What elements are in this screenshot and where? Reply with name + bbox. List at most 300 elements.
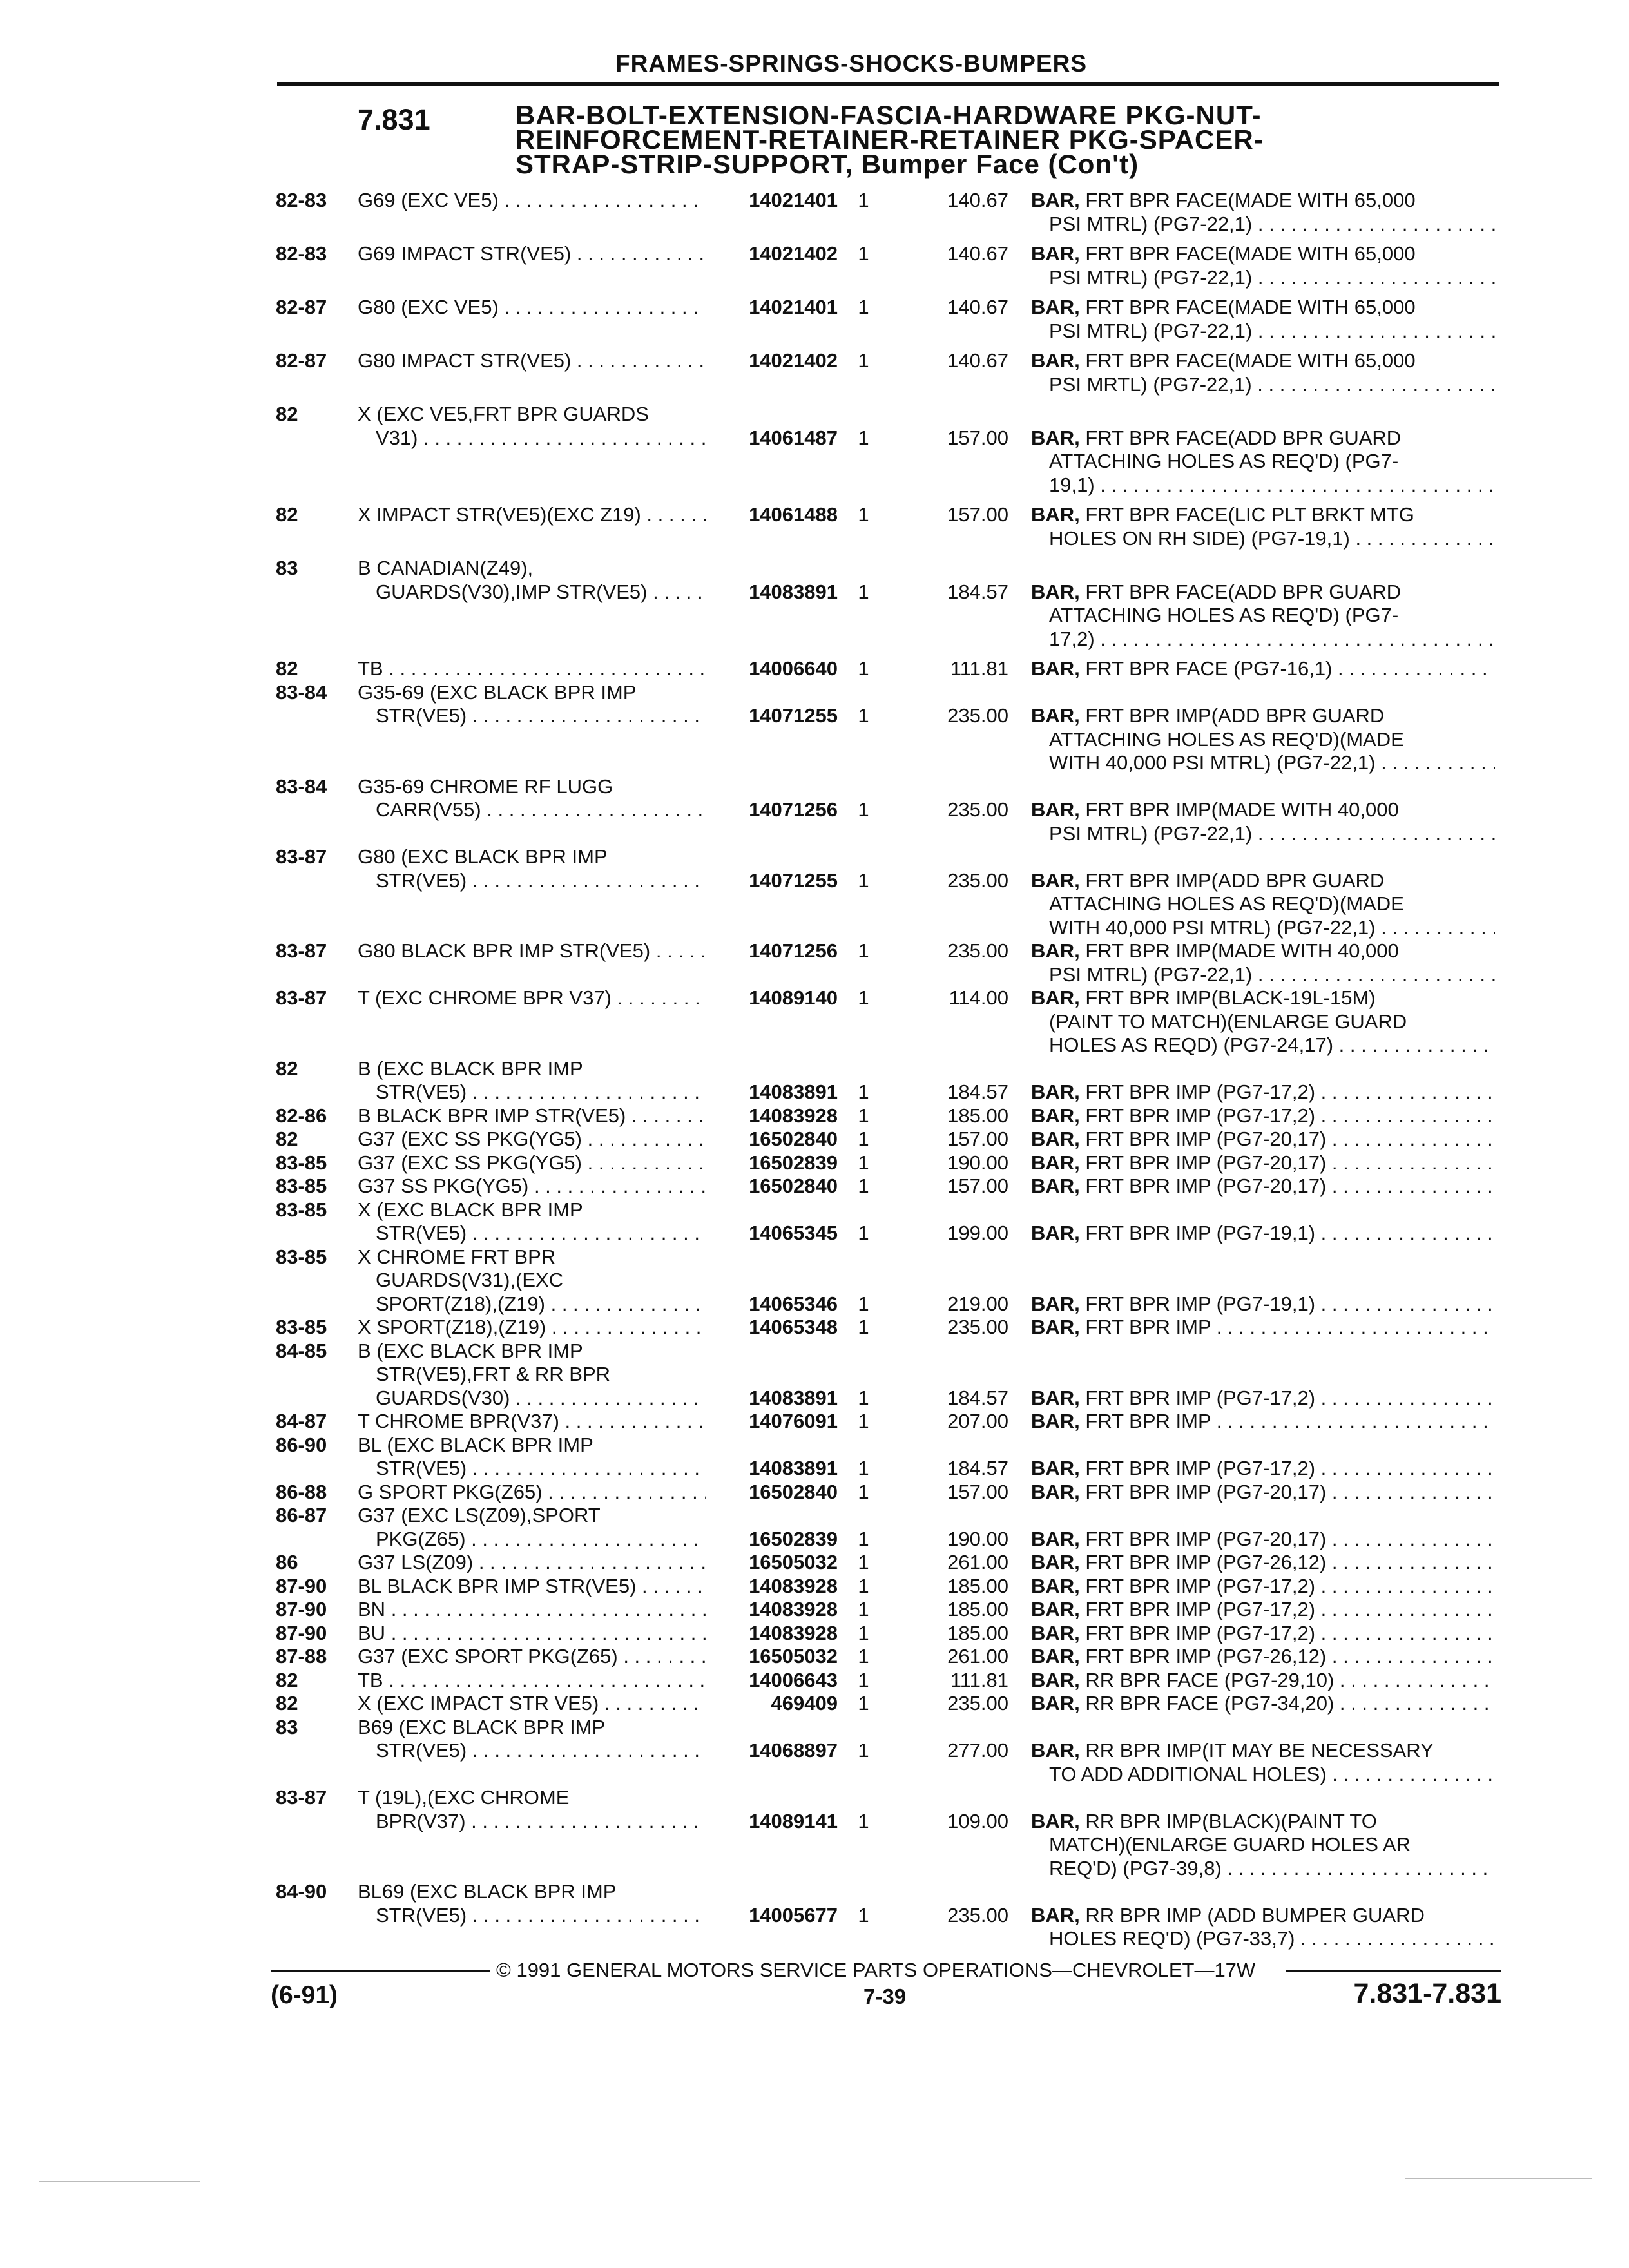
row-description-line: [1031, 1645, 1495, 1669]
row-part-number: 14071256: [749, 798, 838, 821]
row-description-line: [1031, 798, 1495, 822]
row-description-noun: BAR,: [1031, 349, 1080, 372]
row-description-text: FRT BPR IMP(ADD BPR GUARD: [1085, 869, 1385, 892]
row-model-line: [358, 1504, 706, 1528]
row-model-text: G37 (EXC SS PKG(YG5): [358, 1128, 582, 1150]
row-description-line: [1031, 1104, 1495, 1128]
row-quantity: 1: [858, 580, 869, 603]
row-year: 83: [276, 1715, 298, 1738]
row-description-line: [1031, 427, 1495, 450]
row-model-text: BN: [358, 1598, 386, 1620]
row-model-text: STR(VE5): [376, 1222, 467, 1244]
row-description-line: [1031, 503, 1495, 527]
row-price: 235.00: [947, 1316, 1008, 1338]
row-price: 235.00: [947, 869, 1008, 892]
row-description: [1031, 1081, 1495, 1104]
row-quantity: 1: [858, 1316, 869, 1338]
row-description-line: [1031, 266, 1495, 290]
row-model-line: [358, 1175, 706, 1198]
row-description: [1031, 1551, 1495, 1575]
row-description: [1031, 1739, 1495, 1786]
row-description: [1031, 869, 1495, 940]
row-description-line: [1031, 1622, 1495, 1646]
row-price: 184.57: [947, 1386, 1008, 1409]
row-description: [1031, 1387, 1495, 1410]
row-description-text: FRT BPR IMP (PG7-19,1): [1085, 1222, 1316, 1244]
row-model-line: [358, 798, 706, 822]
table-row: [0, 1481, 1629, 1504]
row-year: 82: [276, 1057, 298, 1080]
row-description-line: [1031, 1927, 1495, 1951]
row-model: [358, 845, 706, 892]
row-description-line: [1031, 1833, 1495, 1857]
table-row: [0, 1551, 1629, 1575]
row-year: 84-85: [276, 1339, 327, 1362]
row-year: 82: [276, 1692, 298, 1715]
row-price: 199.00: [947, 1222, 1008, 1244]
row-model-line: [358, 681, 706, 705]
row-part-number: 16502840: [749, 1175, 838, 1197]
row-description-noun: BAR,: [1031, 242, 1080, 265]
row-description-line: [1031, 242, 1495, 266]
table-row: [0, 939, 1629, 986]
row-description-text: FRT BPR IMP (PG7-20,17): [1085, 1175, 1327, 1197]
footer-date-code: (6-91): [271, 1981, 338, 2009]
row-part-number: 14021402: [749, 349, 838, 372]
row-description-line: [1031, 1739, 1495, 1763]
row-description-text: MATCH)(ENLARGE GUARD HOLES AR: [1049, 1833, 1411, 1856]
row-model-line: [358, 704, 706, 728]
row-part-number: 14071255: [749, 869, 838, 892]
row-model-text: TB: [358, 1668, 383, 1691]
row-description-text: FRT BPR FACE(MADE WITH 65,000: [1085, 349, 1416, 372]
row-description: [1031, 242, 1495, 289]
row-model-text: GUARDS(V30): [376, 1386, 510, 1409]
row-year: 87-90: [276, 1621, 327, 1644]
row-description-line: [1031, 189, 1495, 213]
row-model: [358, 242, 706, 266]
row-price: 185.00: [947, 1598, 1008, 1620]
row-description-noun: BAR,: [1031, 1081, 1080, 1103]
row-description-text: FRT BPR IMP (PG7-17,2): [1085, 1104, 1316, 1127]
row-part-number: 14071255: [749, 704, 838, 727]
row-part-number: 14076091: [749, 1410, 838, 1432]
row-description: [1031, 1528, 1495, 1552]
row-part-number: 16502839: [749, 1151, 838, 1174]
row-quantity: 1: [858, 798, 869, 821]
row-part-number: 14083928: [749, 1104, 838, 1127]
row-description-line: [1031, 349, 1495, 373]
row-quantity: 1: [858, 1081, 869, 1103]
row-quantity: 1: [858, 1574, 869, 1597]
row-description: [1031, 1645, 1495, 1669]
row-model-line: [358, 1293, 706, 1316]
row-year: 87-90: [276, 1598, 327, 1620]
row-model-line: [358, 1081, 706, 1104]
row-model: [358, 1175, 706, 1198]
row-model: [358, 1575, 706, 1599]
row-model-text: G69 IMPACT STR(VE5): [358, 242, 572, 265]
row-model-line: [358, 1128, 706, 1151]
row-part-number: 14061487: [749, 426, 838, 449]
row-year: 86-87: [276, 1504, 327, 1526]
row-model: [358, 681, 706, 728]
row-year: 86-90: [276, 1433, 327, 1456]
row-model-text: G35-69 CHROME RF LUGG: [358, 774, 613, 798]
row-model-line: [358, 581, 706, 604]
row-year: 83-85: [276, 1175, 327, 1197]
row-model-text: B (EXC BLACK BPR IMP: [358, 1339, 583, 1362]
table-row: [0, 1245, 1629, 1316]
row-price: 261.00: [947, 1645, 1008, 1667]
row-year: 83-84: [276, 680, 327, 704]
row-description: [1031, 1175, 1495, 1198]
row-description-text: RR BPR IMP(IT MAY BE NECESSARY: [1085, 1739, 1434, 1762]
row-quantity: 1: [858, 189, 869, 211]
row-description-text: FRT BPR IMP (PG7-17,2): [1085, 1081, 1316, 1103]
row-description-noun: BAR,: [1031, 1222, 1080, 1244]
row-description-line: [1031, 1128, 1495, 1151]
table-row: [0, 403, 1629, 496]
row-description-noun: BAR,: [1031, 1316, 1080, 1338]
row-quantity: 1: [858, 349, 869, 372]
row-description-noun: BAR,: [1031, 296, 1080, 318]
table-row: [0, 1715, 1629, 1785]
row-model-line: [358, 1151, 706, 1175]
row-description-line: [1031, 1857, 1495, 1881]
row-part-number: 469409: [771, 1692, 838, 1715]
row-description: [1031, 296, 1495, 343]
row-part-number: 14065345: [749, 1222, 838, 1244]
row-description-text: FRT BPR IMP(MADE WITH 40,000: [1085, 798, 1399, 821]
row-description-line: [1031, 1551, 1495, 1575]
row-description: [1031, 1669, 1495, 1693]
row-quantity: 1: [858, 1668, 869, 1691]
row-quantity: 1: [858, 1457, 869, 1479]
row-description-text: WITH 40,000 PSI MTRL) (PG7-22,1): [1049, 751, 1376, 774]
row-price: 109.00: [947, 1809, 1008, 1832]
row-description: [1031, 1810, 1495, 1881]
row-price: 157.00: [947, 1128, 1008, 1150]
table-row: [0, 1645, 1629, 1669]
row-price: 261.00: [947, 1551, 1008, 1573]
row-description-text: FRT BPR FACE(MADE WITH 65,000: [1085, 296, 1416, 318]
row-model-line: [358, 503, 706, 527]
row-description: [1031, 1622, 1495, 1646]
row-description-line: [1031, 1033, 1495, 1057]
row-description: [1031, 704, 1495, 775]
row-model-line: [358, 1645, 706, 1669]
row-model: [358, 1340, 706, 1410]
row-model-line: [358, 427, 706, 450]
row-model-line: [358, 1363, 706, 1387]
row-model: [358, 1645, 706, 1669]
row-description-noun: BAR,: [1031, 657, 1080, 680]
row-description-line: [1031, 604, 1495, 628]
row-model-text: G37 SS PKG(YG5): [358, 1175, 529, 1197]
row-part-number: 14006640: [749, 657, 838, 680]
row-description-noun: BAR,: [1031, 1574, 1080, 1597]
row-description-text: ATTACHING HOLES AS REQ'D) (PG7-: [1049, 604, 1399, 626]
row-price: 219.00: [947, 1292, 1008, 1315]
row-model: [358, 189, 706, 213]
scan-artifact: [39, 2181, 200, 2182]
row-year: 83: [276, 557, 298, 579]
row-model-text: T (EXC CHROME BPR V37): [358, 986, 612, 1009]
row-quantity: 1: [858, 1527, 869, 1550]
table-row: [0, 657, 1629, 681]
row-model-text: G37 (EXC SPORT PKG(Z65): [358, 1645, 618, 1667]
row-model-line: [358, 1716, 706, 1740]
footer-group-range: 7.831-7.831: [1353, 1978, 1501, 2009]
row-part-number: 16502840: [749, 1480, 838, 1503]
row-description-text: FRT BPR IMP: [1085, 1410, 1211, 1432]
row-description: [1031, 349, 1495, 396]
row-quantity: 1: [858, 1480, 869, 1503]
row-model-text: STR(VE5): [376, 1739, 467, 1762]
row-description-text: PSI MRTL) (PG7-22,1): [1049, 372, 1252, 396]
row-quantity: 1: [858, 242, 869, 265]
row-quantity: 1: [858, 426, 869, 449]
row-model-text: G37 (EXC SS PKG(YG5): [358, 1151, 582, 1174]
row-model: [358, 939, 706, 963]
row-description-text: REQ'D) (PG7-39,8): [1049, 1856, 1222, 1879]
row-part-number: 14083891: [749, 580, 838, 603]
row-price: 111.81: [950, 1668, 1008, 1691]
row-price: 190.00: [947, 1151, 1008, 1174]
row-description-line: [1031, 1222, 1495, 1245]
row-description: [1031, 1316, 1495, 1340]
row-price: 111.81: [950, 657, 1008, 680]
row-quantity: 1: [858, 1551, 869, 1573]
row-model-line: [358, 845, 706, 869]
row-model: [358, 1692, 706, 1716]
row-model-text: BL (EXC BLACK BPR IMP: [358, 1433, 593, 1456]
row-description-line: [1031, 450, 1495, 474]
row-description-line: [1031, 822, 1495, 846]
row-model: [358, 1151, 706, 1175]
row-model-text: BL BLACK BPR IMP STR(VE5): [358, 1574, 637, 1597]
row-description-text: FRT BPR FACE(ADD BPR GUARD: [1085, 580, 1402, 603]
row-year: 82: [276, 657, 298, 680]
row-description: [1031, 1692, 1495, 1716]
row-quantity: 1: [858, 1104, 869, 1127]
row-description-line: [1031, 1692, 1495, 1716]
row-quantity: 1: [858, 1739, 869, 1762]
table-row: [0, 680, 1629, 774]
row-description-text: FRT BPR FACE (PG7-16,1): [1085, 657, 1333, 680]
row-model-text: BPR(V37): [376, 1809, 466, 1832]
row-part-number: 16505032: [749, 1551, 838, 1573]
row-quantity: 1: [858, 1222, 869, 1244]
row-model: [358, 1504, 706, 1551]
row-part-number: 14083891: [749, 1457, 838, 1479]
row-year: 87-90: [276, 1574, 327, 1597]
row-description-noun: BAR,: [1031, 1527, 1080, 1550]
row-description-text: FRT BPR IMP (PG7-26,12): [1085, 1645, 1327, 1667]
row-description-line: [1031, 527, 1495, 551]
row-quantity: 1: [858, 1410, 869, 1432]
row-model-text: G80 BLACK BPR IMP STR(VE5): [358, 939, 651, 962]
row-description-text: TO ADD ADDITIONAL HOLES): [1049, 1762, 1327, 1785]
row-part-number: 14068897: [749, 1739, 838, 1762]
row-model-line: [358, 1104, 706, 1128]
row-model: [358, 503, 706, 527]
row-description: [1031, 1293, 1495, 1316]
row-description-text: FRT BPR FACE(LIC PLT BRKT MTG: [1085, 503, 1414, 526]
row-model-text: SPORT(Z18),(Z19): [376, 1292, 545, 1315]
row-model: [358, 1880, 706, 1927]
row-description-noun: BAR,: [1031, 1480, 1080, 1503]
row-model-line: [358, 1222, 706, 1245]
scan-artifact: [1405, 2178, 1592, 2179]
row-description-line: [1031, 1457, 1495, 1481]
row-description-text: (PAINT TO MATCH)(ENLARGE GUARD: [1049, 1010, 1407, 1033]
row-model-text: G80 (EXC VE5): [358, 296, 499, 318]
table-row: [0, 1316, 1629, 1340]
row-model-line: [358, 349, 706, 373]
table-row: [0, 1175, 1629, 1198]
row-quantity: 1: [858, 1903, 869, 1927]
row-description-text: FRT BPR IMP (PG7-17,2): [1085, 1574, 1316, 1597]
row-part-number: 14006643: [749, 1668, 838, 1691]
row-model-text: BL69 (EXC BLACK BPR IMP: [358, 1880, 617, 1903]
row-description-line: [1031, 657, 1495, 681]
group-title-line: BAR-BOLT-EXTENSION-FASCIA-HARDWARE PKG-NUT-: [516, 100, 1262, 130]
row-description: [1031, 1104, 1495, 1128]
row-year: 82-86: [276, 1104, 327, 1127]
row-description-noun: BAR,: [1031, 1668, 1080, 1691]
row-description-noun: BAR,: [1031, 1410, 1080, 1432]
row-description-line: [1031, 1763, 1495, 1787]
row-model-line: [358, 1669, 706, 1693]
row-description: [1031, 1598, 1495, 1622]
group-title-line: STRAP-STRIP-SUPPORT, Bumper Face (Con't): [516, 149, 1139, 179]
table-row: [0, 1504, 1629, 1551]
row-model: [358, 775, 706, 822]
table-row: [0, 1598, 1629, 1622]
row-price: 185.00: [947, 1104, 1008, 1127]
row-model-text: T CHROME BPR(V37): [358, 1410, 559, 1432]
row-model-text: X SPORT(Z18),(Z19): [358, 1316, 546, 1338]
row-year: 82-87: [276, 349, 327, 372]
row-model-line: [358, 1575, 706, 1599]
row-price: 235.00: [947, 704, 1008, 727]
row-description-noun: BAR,: [1031, 1104, 1080, 1127]
row-model-line: [358, 1622, 706, 1646]
row-description-line: [1031, 939, 1495, 963]
row-description-text: PSI MTRL) (PG7-22,1): [1049, 963, 1253, 986]
row-model-line: [358, 1316, 706, 1340]
row-description-line: [1031, 1175, 1495, 1198]
table-row: [0, 1340, 1629, 1410]
row-year: 86-88: [276, 1480, 327, 1503]
row-description-noun: BAR,: [1031, 939, 1080, 962]
row-part-number: 14021402: [749, 242, 838, 265]
row-description-noun: BAR,: [1031, 1457, 1080, 1479]
row-model: [358, 1669, 706, 1693]
row-model: [358, 1551, 706, 1575]
row-model-line: [358, 1904, 706, 1928]
group-number: 7.831: [358, 103, 430, 136]
row-description-line: [1031, 1010, 1495, 1034]
row-price: 185.00: [947, 1621, 1008, 1644]
row-description-text: FRT BPR IMP (PG7-19,1): [1085, 1292, 1316, 1315]
row-model-text: X CHROME FRT BPR: [358, 1245, 556, 1268]
row-part-number: 14071256: [749, 939, 838, 962]
row-model-text: B69 (EXC BLACK BPR IMP: [358, 1715, 606, 1738]
row-part-number: 16502839: [749, 1527, 838, 1550]
row-part-number: 14005677: [749, 1903, 838, 1927]
row-description: [1031, 1222, 1495, 1245]
table-row: [0, 1104, 1629, 1128]
row-model-text: STR(VE5): [376, 1081, 467, 1103]
row-model-line: [358, 1528, 706, 1552]
row-description-line: [1031, 1528, 1495, 1552]
row-year: 83-85: [276, 1198, 327, 1221]
section-title: FRAMES-SPRINGS-SHOCKS-BUMPERS: [615, 50, 1088, 77]
row-model: [358, 1481, 706, 1504]
row-part-number: 14061488: [749, 503, 838, 526]
row-quantity: 1: [858, 1621, 869, 1644]
row-description-text: FRT BPR IMP (PG7-17,2): [1085, 1457, 1316, 1479]
row-model-text: STR(VE5): [376, 1903, 467, 1927]
row-description-noun: BAR,: [1031, 1621, 1080, 1644]
row-model-text: GUARDS(V30),IMP STR(VE5): [376, 580, 648, 603]
row-description-noun: BAR,: [1031, 1551, 1080, 1573]
row-model-line: [358, 939, 706, 963]
row-year: 82: [276, 503, 298, 526]
row-model-text: X (EXC VE5,FRT BPR GUARDS: [358, 403, 649, 425]
row-model-line: [358, 1551, 706, 1575]
row-model-text: G80 IMPACT STR(VE5): [358, 349, 572, 372]
row-description-text: FRT BPR IMP (PG7-20,17): [1085, 1527, 1327, 1550]
row-description-text: PSI MTRL) (PG7-22,1): [1049, 822, 1253, 845]
row-description-text: ATTACHING HOLES AS REQ'D)(MADE: [1049, 727, 1404, 751]
row-description-text: FRT BPR IMP (PG7-17,2): [1085, 1598, 1316, 1620]
row-description-text: ATTACHING HOLES AS REQ'D)(MADE: [1049, 892, 1404, 915]
row-price: 277.00: [947, 1739, 1008, 1762]
row-model-line: [358, 1434, 706, 1457]
row-model-text: B (EXC BLACK BPR IMP: [358, 1057, 583, 1080]
row-description-line: [1031, 1810, 1495, 1834]
row-quantity: 1: [858, 1128, 869, 1150]
row-description-line: [1031, 1151, 1495, 1175]
row-description-noun: BAR,: [1031, 1292, 1080, 1315]
row-model: [358, 986, 706, 1010]
row-year: 82: [276, 1668, 298, 1691]
row-description-line: [1031, 320, 1495, 343]
row-model-text: GUARDS(V31),(EXC: [376, 1269, 564, 1291]
row-description: [1031, 1481, 1495, 1504]
row-description: [1031, 1128, 1495, 1151]
row-description-text: PSI MTRL) (PG7-22,1): [1049, 319, 1253, 342]
row-model-line: [358, 869, 706, 893]
row-description-line: [1031, 1575, 1495, 1599]
row-model-line: [358, 1410, 706, 1434]
row-description-line: [1031, 373, 1495, 397]
row-part-number: 16505032: [749, 1645, 838, 1667]
row-model-line: [358, 403, 706, 427]
row-description-noun: BAR,: [1031, 1739, 1080, 1762]
row-price: 157.00: [947, 503, 1008, 526]
row-model-text: T (19L),(EXC CHROME: [358, 1786, 570, 1809]
row-part-number: 14083891: [749, 1081, 838, 1103]
row-year: 82: [276, 1128, 298, 1150]
row-description-line: [1031, 1481, 1495, 1504]
row-year: 83-85: [276, 1245, 327, 1268]
row-model-text: PKG(Z65): [376, 1527, 466, 1550]
